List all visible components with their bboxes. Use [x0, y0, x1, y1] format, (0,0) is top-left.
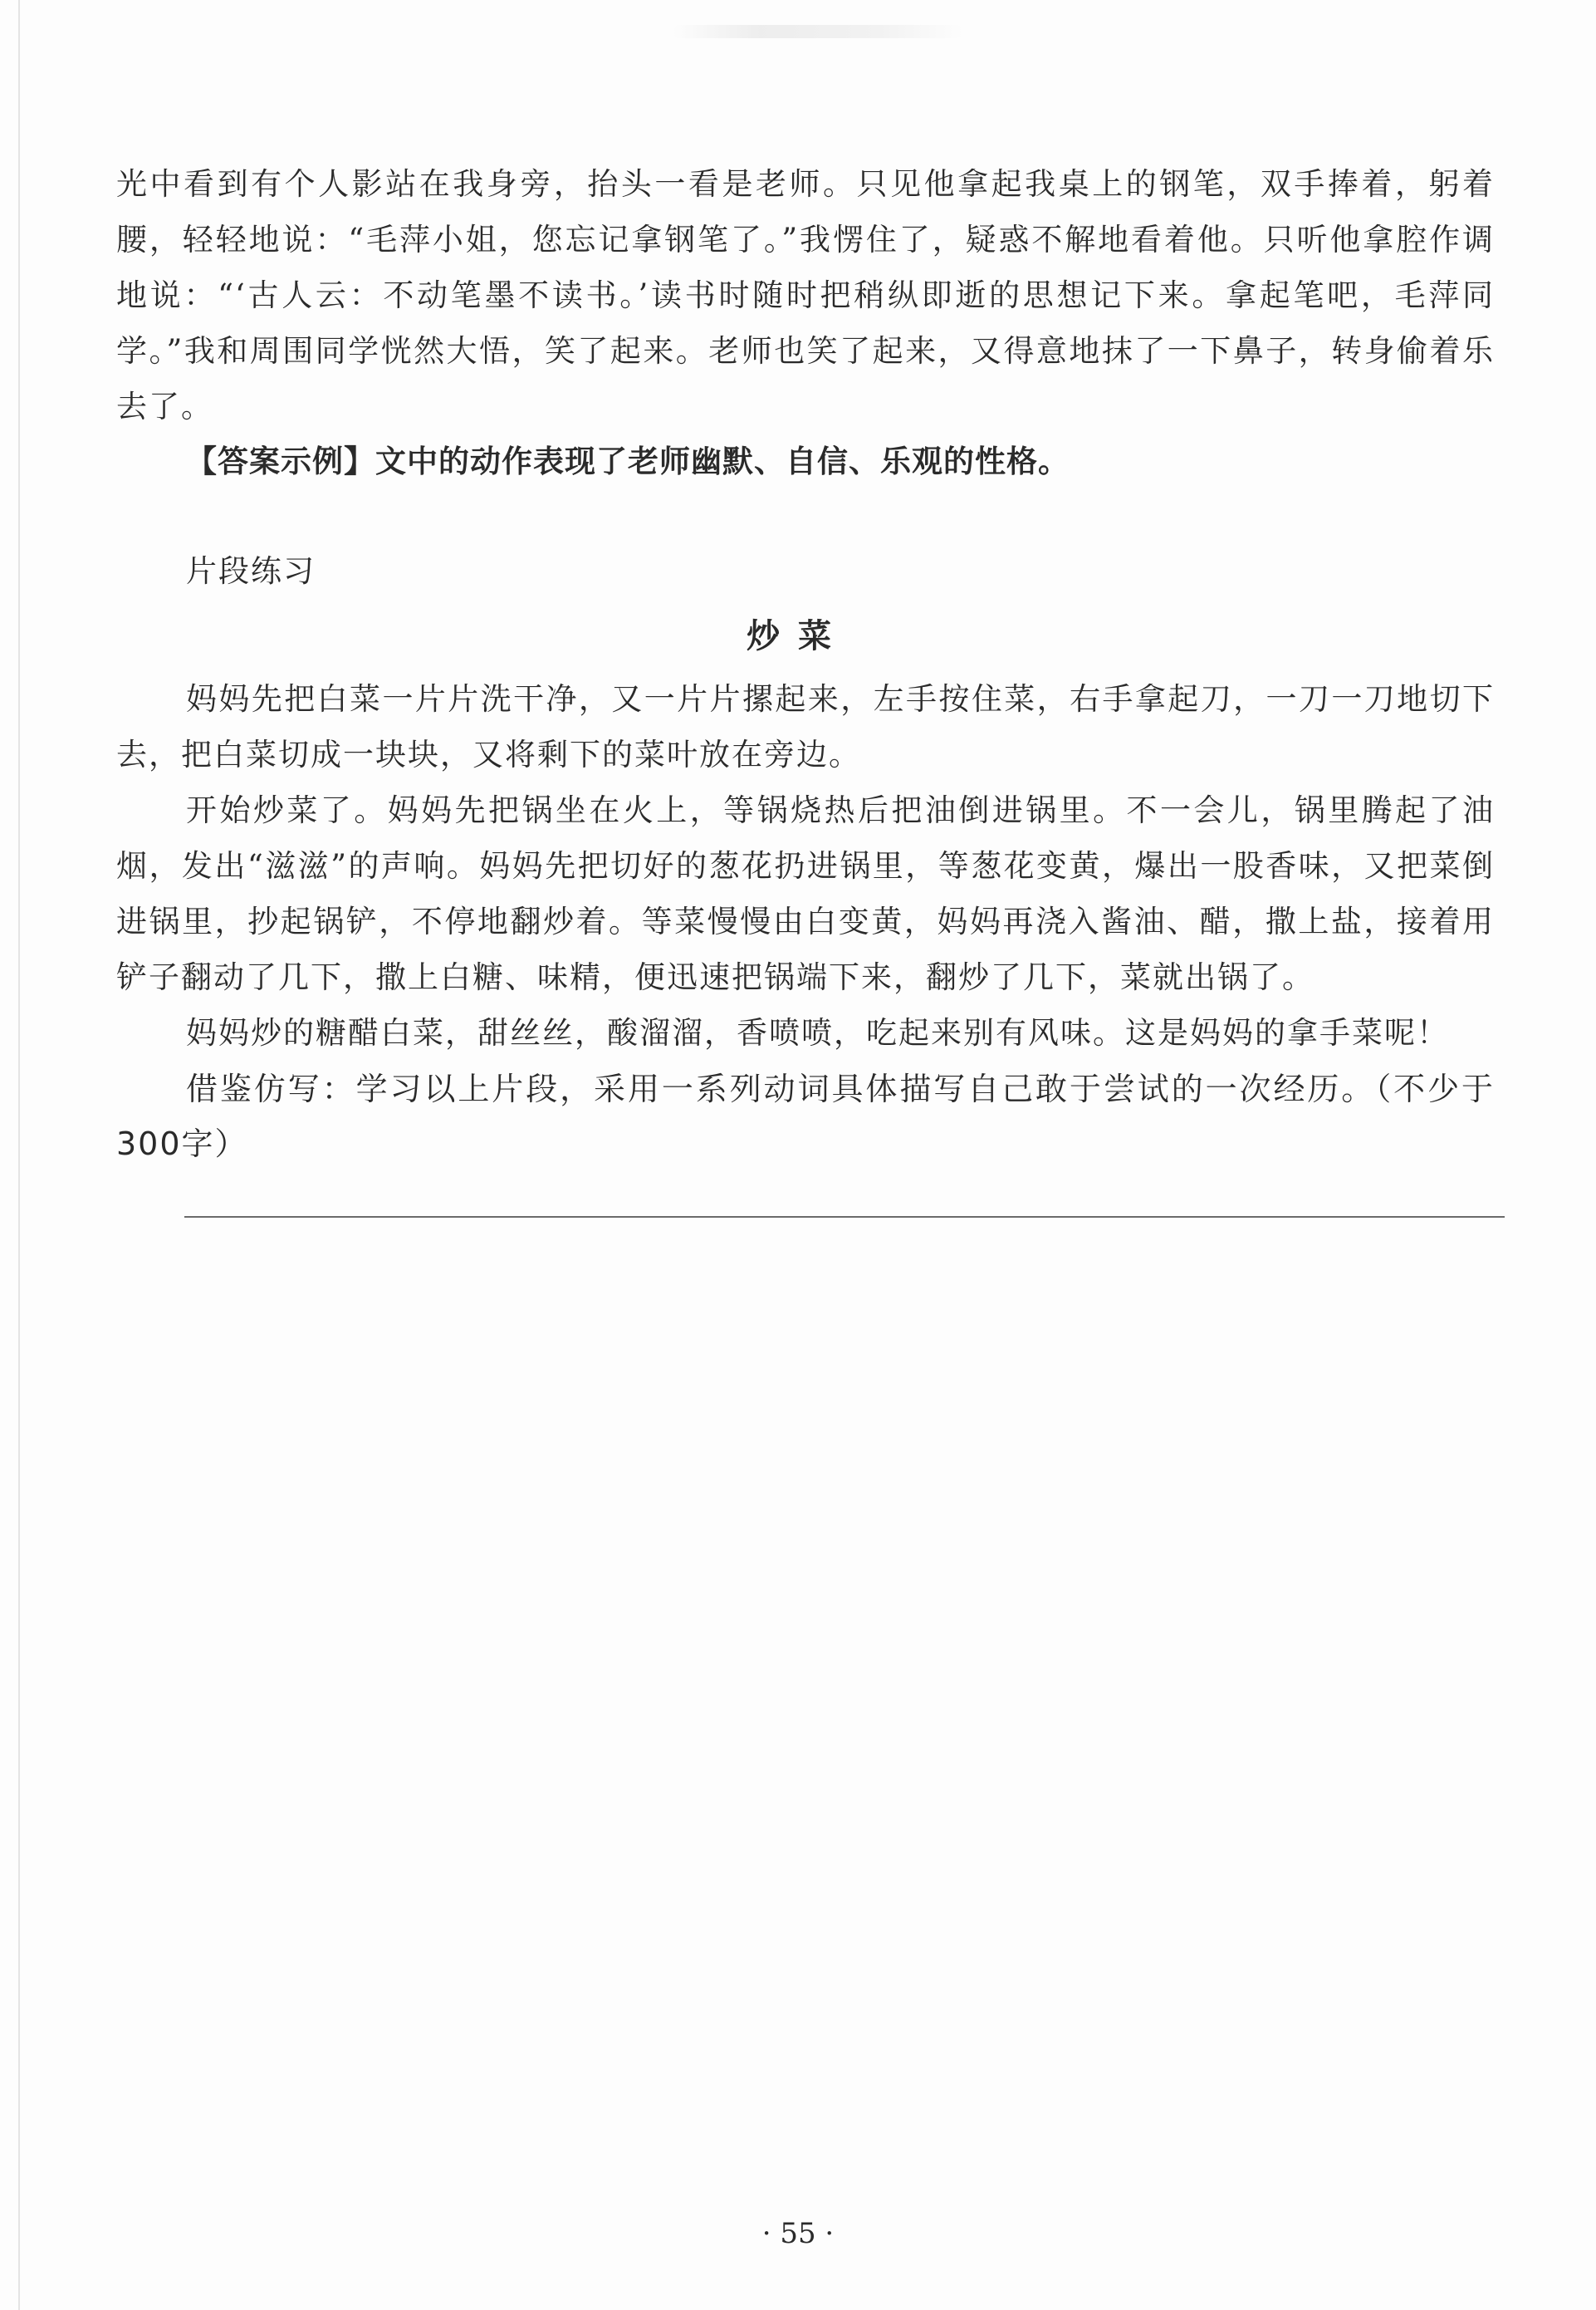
essay-paragraph-2: 开始炒菜了。妈妈先把锅坐在火上，等锅烧热后把油倒进锅里。不一会儿，锅里腾起了油烟，发出“滋滋”的声响。妈妈先把切好的葱花扔进锅里，等葱花变黄，爆出一股香味，又把菜倒进锅里，抄起锅铲，不停地翻炒着。等菜慢慢由白变黄，妈妈再浇入酱油、醋，撒上盐，接着用铲子翻动了几下，撒上白糖、味精，便迅速把锅端下来，翻炒了几下，菜就出锅了。: [116, 792, 1495, 995]
essay-paragraph-3: 妈妈炒的糖醋白菜，甜丝丝，酸溜溜，香喷喷，吃起来别有风味。这是妈妈的拿手菜呢！: [186, 1015, 1449, 1051]
scan-edge: [18, 0, 20, 2310]
continuation-paragraph: 光中看到有个人影站在我身旁，抬头一看是老师。只见他拿起我桌上的钢笔，双手捧着，躬着腰，轻轻地说：“毛萍小姐，您忘记拿钢笔了。”我愣住了，疑惑不解地看着他。只听他拿腔作调地说：“‘古人云：不动笔墨不读书。’读书时随时把稍纵即逝的思想记下来。拿起笔吧，毛萍同学。”我和周围同学恍然大悟，笑了起来。老师也笑了起来，又得意地抹了一下鼻子，转身偷着乐去了。: [116, 166, 1495, 424]
section-label: 片段练习: [186, 553, 316, 589]
answer-writing-line[interactable]: [184, 1216, 1505, 1218]
writing-instruction: 借鉴仿写：学习以上片段，采用一系列动词具体描写自己敢于尝试的一次经历。（不少于300字）: [116, 1071, 1495, 1162]
essay-title: 炒菜: [747, 617, 849, 655]
essay-paragraph-1: 妈妈先把白菜一片片洗干净，又一片片摞起来，左手按住菜，右手拿起刀，一刀一刀地切下去，把白菜切成一块块，又将剩下的菜叶放在旁边。: [116, 681, 1495, 772]
scan-smudge: [673, 25, 963, 38]
answer-example: 【答案示例】文中的动作表现了老师幽默、自信、乐观的性格。: [186, 444, 1070, 479]
page-number: · 55 ·: [761, 2217, 835, 2250]
